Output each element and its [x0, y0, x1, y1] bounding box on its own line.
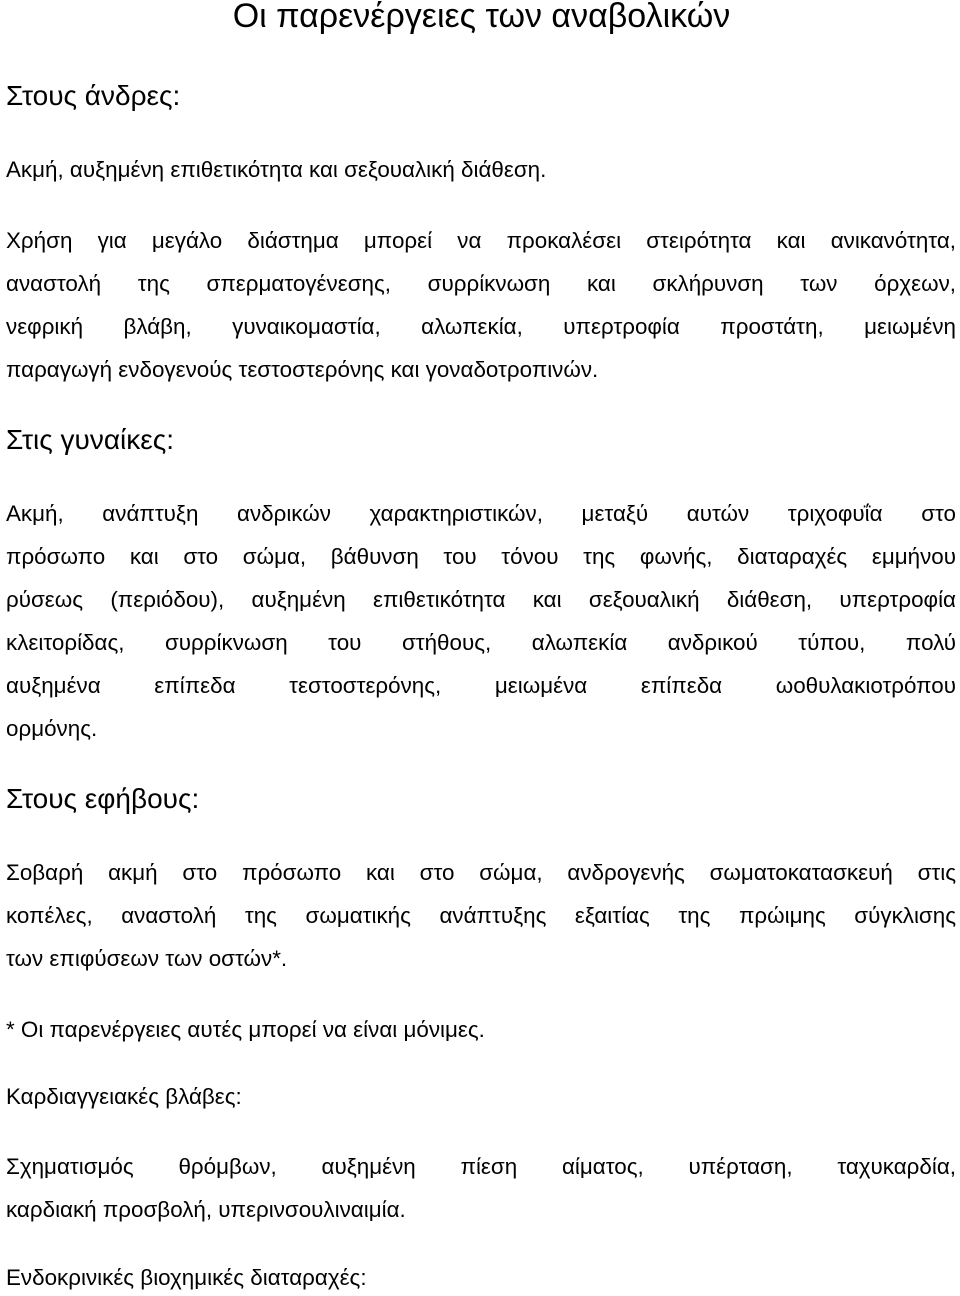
cardio-paragraph-1-line: καρδιακή προσβολή, υπερινσουλιναιμία.	[6, 1197, 406, 1222]
women-paragraph-1-line: Ακμή, ανάπτυξη ανδρικών χαρακτηριστικών, μεταξύ αυτών τριχοφυΐα στο	[6, 501, 956, 526]
teens-paragraph-1	[6, 851, 956, 980]
men-paragraph-2-line: παραγωγή ενδογενούς τεστοστερόνης και γοναδοτροπινών.	[6, 357, 599, 382]
page-title-text: Οι παρενέργειες των αναβολικών	[232, 0, 731, 35]
men-paragraph-2-line: αναστολή της σπερματογένεσης, συρρίκνωση και σκλήρυνση των όρχεων,	[6, 271, 956, 296]
teens-paragraph-1-line: των επιφύσεων των οστών*.	[6, 946, 288, 971]
page-title	[0, 0, 960, 40]
women-paragraph-1-line: αυξημένα επίπεδα τεστοστερόνης, μειωμένα επίπεδα ωοθυλακιοτρόπου	[6, 673, 956, 698]
cardio-paragraph-1-line: Σχηματισμός θρόμβων, αυξημένη πίεση αίματος, υπέρταση, ταχυκαρδία,	[6, 1154, 956, 1179]
teens-note: * Οι παρενέργειες αυτές μπορεί να είναι μόνιμες.	[6, 1017, 485, 1042]
section-heading-cardio: Καρδιαγγειακές βλάβες:	[6, 1084, 242, 1109]
teens-paragraph-1-line: Σοβαρή ακμή στο πρόσωπο και στο σώμα, ανδρογενής σωματοκατασκευή στις	[6, 860, 956, 885]
women-paragraph-1-line: πρόσωπο και στο σώμα, βάθυνση του τόνου της φωνής, διαταραχές εμμήνου	[6, 544, 956, 569]
women-paragraph-1-line: ρύσεως (περιόδου), αυξημένη επιθετικότητα και σεξουαλική διάθεση, υπερτροφία	[6, 587, 956, 612]
women-paragraph-1-line: κλειτορίδας, συρρίκνωση του στήθους, αλωπεκία ανδρικού τύπου, πολύ	[6, 630, 956, 655]
women-paragraph-1	[6, 492, 956, 750]
men-paragraph-2	[6, 219, 956, 391]
men-paragraph-2-line: νεφρική βλάβη, γυναικομαστία, αλωπεκία, υπερτροφία προστάτη, μειωμένη	[6, 314, 956, 339]
men-paragraph-1: Ακμή, αυξημένη επιθετικότητα και σεξουαλική διάθεση.	[6, 157, 547, 182]
section-heading-endocrine: Ενδοκρινικές βιοχημικές διαταραχές:	[6, 1265, 367, 1290]
men-paragraph-2-line: Χρήση για μεγάλο διάστημα μπορεί να προκαλέσει στειρότητα και ανικανότητα,	[6, 228, 956, 253]
women-paragraph-1-line: ορμόνης.	[6, 716, 98, 741]
section-heading-women: Στις γυναίκες:	[6, 424, 174, 455]
cardio-paragraph-1	[6, 1145, 956, 1231]
section-heading-men: Στους άνδρες:	[6, 80, 181, 111]
teens-paragraph-1-line: κοπέλες, αναστολή της σωματικής ανάπτυξης εξαιτίας της πρώιμης σύγκλισης	[6, 903, 956, 928]
section-heading-teens: Στους εφήβους:	[6, 783, 200, 814]
